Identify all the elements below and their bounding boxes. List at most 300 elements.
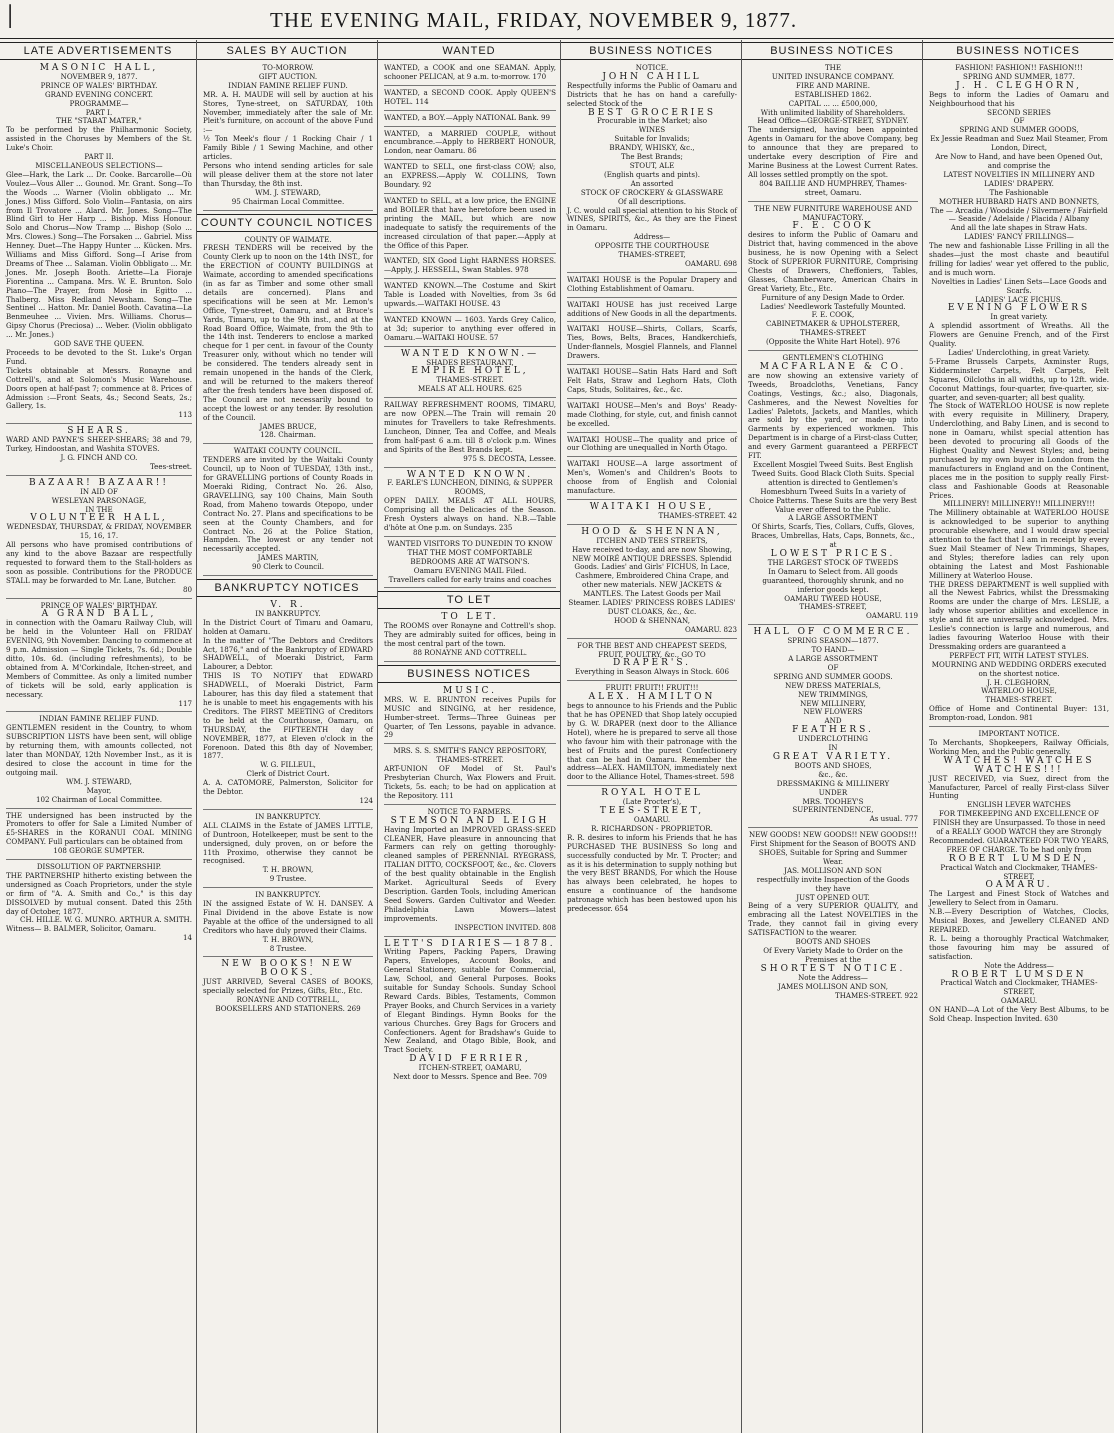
ad-line: A LARGE ASSORTMENT [788,654,878,663]
ad-line: Procurable in the Market; also [596,116,708,126]
ad-body: Have received to-day, and are now Showing, NEW MOIRÉ ANTIQUE DRESSES. Splendid Goods. Ladies' and Girls' FICHUS, In Lace, Cashmere, Embroidered China Crape, and other new materials. NEW JACKETS & MANTLES. The Latest Goods per Mail Steamer. LADIES' PRINCESS ROBES LADIES' DUST CLOAKS, &c., &c. [568,544,736,616]
ad-bazaar [6,479,192,599]
ad-line: OAMARU. [1000,996,1038,1006]
ad-line: 8 Trustee. [269,943,307,953]
ad-line: NEW TRIMMINGS, [798,689,868,699]
ad-line: IN THE [85,504,113,514]
ad-body: The undersigned, having been appointed Agents in Oamaru for the above Company, beg to announce that they are prepared to undertake every description of Fire and Marine Business at the Lowest Current Rates. All losses settled promptly on the spot. [748,125,918,179]
ad-line: J. H. CLEGHORN, [987,677,1051,687]
ad-body: 5-Frame Brussels Carpets, Axminster Rugs, Kidderminster Carpets, Felt Carpets, Felt Squares, Oilcloths in all widths, up to 12ft. wide. Coconut Mattings, four-quarter, five-quarter, six-quarter, and seven-quarter; all best quality. [929,356,1109,402]
ad-railway-rooms [384,401,556,467]
ad-macfarlane-clothing [748,354,918,625]
ad-line: STOCK OF CROCKERY & GLASSWARE [580,187,724,197]
ad-wanted-known-calico: WANTED KNOWN — 1603. Yards Grey Calico, at 3d; superior to anything ever offered in Oamaru.—WAITAKI HOUSE. 57 [384,316,556,347]
ad-number: 113 [178,410,192,420]
ad-wanted-boy: WANTED, a BOY.—Apply NATIONAL Bank. 99 [384,114,556,127]
ad-body: ON HAND—A Lot of the Very Best Albums, to be Sold Cheap. Inspection Invited. 630 [929,1005,1109,1024]
ad-line: IN AID OF [80,486,118,496]
ad-line: The Fashionable [989,187,1049,197]
section-heading-business-3: BUSINESS NOTICES [742,42,922,60]
ad-hood-shennan [567,528,737,639]
ad-line: 102 Chairman of Local Committee. [35,794,163,804]
section-heading-bankruptcy: BANKRUPTCY NOTICES [197,579,377,597]
ad-wanted-known-costume: WANTED KNOWN.—The Costume and Skirt Table is Loaded with Novelties, from 3s 6d upwards.—WAITAKI HOUSE. 43 [384,282,556,313]
ad-heading: JOHN CAHILL [602,71,702,82]
ad-body: The ROOMS over Ronayne and Cottrell's shop. They are admirably suited for offices, being in the most central part of the town. [384,621,556,649]
ad-line: JAMES MOLLISON AND SON, [778,981,888,991]
ad-line: The [930,205,944,215]
ad-line: OF [1013,116,1025,126]
ad-heading: NEW GOODS! NEW GOODS!! NEW GOODS!!! [749,830,917,840]
ad-line: (Late Procter's), [622,797,682,807]
ad-body: JUST ARRIVED, Several CASES of BOOKS, specially selected for Prizes, Gifts, Etc., Etc. [203,977,373,996]
ad-line: STOUT, ALE [629,160,675,170]
ad-body: in connection with the Oamaru Railway Club, will be held in the Volunteer Hall on FRIDAY EVENING, 9th November. Dancing to commence at 9 p.m. Admission — Single Tickets, 7s. 6d.; Double ditto, 10s. 6d. (including refreshments), to be obtained from A. M'Corkindale, Itchen-street, and Members of Committee. As only a limited number of tickets will be sold, early application is necessary. [6,618,192,699]
ad-heading: WANTED KNOWN. [406,469,534,480]
ad-body: THE DRESS DEPARTMENT is well supplied with all the Newest Fabrics, whilst the Dressmaking Rooms are under the charge of Mrs. LESLIE, a lady whose superior abilities and excellence in style and fit are universally acknowledged. Mrs. Leslie's connection is large and numerous, and ladies favouring Waterloo House with their Dressmaking orders are guaranteed a [929,579,1109,651]
ad-john-cahill [567,64,737,273]
ad-line: THAMES-STREET, [618,250,686,260]
ad-line: EMPIRE HOTEL, [411,366,529,377]
ad-line: THE LARGEST STOCK OF TWEEDS [767,557,899,567]
ad-body: desires to inform the Public of Oamaru and District that, having commenced in the above business, he is now Opening with a Select Stock of SUPERIOR FURNITURE, Comprising Chests of Drawers, Cheffoniers, Tables, Glasses, Chamberware, American Chairs in Great Variety, Etc., Etc. [748,230,918,293]
ad-heading: UNITED INSURANCE COMPANY. [771,71,895,81]
ad-heading: HOOD & SHENNAN, [581,526,723,537]
ad-body: FOR TIMEKEEPING AND EXCELLENCE OF FINISH they are Unsurpassed. To those in need of a REALLY GOOD WATCH they are Strongly Recommended. GUARANTEED FOR TWO YEARS, FREE OF CHARGE. To be had only from [929,809,1109,854]
ad-line: OAMARU. 119 [865,611,918,621]
ad-line: NEW DRESS MATERIALS, [785,680,881,690]
column-3 [378,40,561,1433]
ad-line: As usual. 777 [869,814,918,824]
ad-line: LADIES' FANCY FRILLINGS— [964,232,1074,242]
ad-line: WM. J. STEWARD, [255,187,321,197]
ad-heading: MASONIC HALL, [39,63,159,73]
ad-line: (Opposite the White Hart Hotel). 976 [766,337,900,347]
ad-waitaki-house-3: WAITAKI HOUSE—Shirts, Collars, Scarfs, Ties, Bows, Belts, Braces, Handkerchiefs, Under-flannels, Mosgiel Flannels, and Flannel Drawers. [567,325,737,365]
ad-line: JAS. MOLLISON AND SON [784,865,882,875]
ad-line: PRINCE OF WALES' BIRTHDAY. [40,600,158,610]
ad-line: Note the Address— [984,960,1054,970]
ad-line: CAPITAL ... ... £500,000, [788,98,878,108]
ad-heading: IN BANKRUPTCY. [255,811,321,821]
ad-line: INSPECTION INVITED. 808 [454,922,556,932]
ad-heading: IN BANKRUPTCY. [255,608,321,618]
ad-line: Are Now to Hand, and have been Opened Out, and comprise the [935,152,1103,170]
ad-body: Tickets obtainable at Messrs. Ronayne and Cottrell's, and at Solomon's Music Warehouse. Doors open at half-past 7; commence at 8. Prices of Admission :—Front Seats, 4s.; Second Seats, 2s.; Gallery, 1s. [6,365,192,411]
ad-line: Arcadia / Woodside / Silvermere / Fairfield [955,205,1108,215]
ad-body: RAILWAY REFRESHMENT ROOMS, TIMARU, are now OPEN.—The Train will remain 20 minutes for Travellers to take Refreshments. Luncheon, Dinner, Tea and Coffee, and Meals from half-past 6 a.m. till 8 o'clock p.m. Wines and Spirits of the Best Brands kept. [384,400,556,454]
ad-line: WEDNESDAY, THURSDAY, & FRIDAY, NOVEMBER 15, 16, 17. [6,522,192,541]
ad-number: 124 [359,795,373,805]
ad-body: In the District Court of Timaru and Oamaru, holden at Oamaru. [203,617,373,636]
ad-line: And all the late shapes in Straw Hats. [950,223,1088,233]
ad-line: TO HAND— [811,645,855,655]
ad-line: OAMARU TWEED HOUSE, [784,593,882,603]
ad-wanted-horses: WANTED, SIX Good Light HARNESS HORSES.—Apply, J. HESSELL, Swan Stables. 978 [384,257,556,279]
ad-line: respectfully invite Inspection of the Goods they have [756,874,910,893]
ad-line: 128. Chairman. [260,430,316,440]
ad-line: Of Shirts, Scarfs, Ties, Collars, Cuffs, Gloves, Braces, Umbrellas, Hats, Caps, Bonnets, &c., at [751,522,915,550]
ad-line: CABINETMAKER & UPHOLSTERER, [765,319,901,329]
ad-heading: STEMSON AND LEIGH [390,815,550,826]
ad-famine-fund [6,715,192,808]
ad-ball [6,602,192,713]
ad-line: ITCHEN-STREET, OAMARU, [418,1063,522,1073]
ad-line: J. G. FINCH AND CO. [60,452,138,462]
ad-line: NOTICE. [635,63,669,72]
ad-gift-auction [203,64,373,211]
page-edge-mark: │ [4,4,17,28]
section-heading-late: LATE ADVERTISEMENTS [0,42,196,60]
ad-line: Suitable for Invalids; [614,134,690,144]
ad-visitors-dunedin [384,540,556,589]
ad-line: SUPERINTENDENCE, [792,805,874,815]
ad-line: ENGLISH LEVER WATCHES [967,800,1071,810]
ad-heading: HALL OF COMMERCE. [753,627,913,638]
ad-body: All persons who have promised contributions of any kind to the above Bazaar are respectfully requested to forward them to the Stall-holders as soon as possible. Contributions for the PRODUCE STALL may be forwarded to Mr. Lane, Butcher. [6,540,192,585]
ad-line: T. H. BROWN, [262,865,314,875]
ad-shades-restaurant [384,350,556,399]
column-1 [0,40,197,1433]
ad-line: THE "STABAT MATER," [56,116,142,126]
ad-line: Head Office—GEORGE-STREET, SYDNEY. [757,116,909,126]
ad-heading: ROYAL HOTEL [601,788,703,799]
ad-line: THAMES-STREET. 922 [834,990,918,1000]
column-2 [197,40,378,1433]
ad-body: Persons who intend sending articles for sale will please deliver them at the store not later than Thursday, the 8th inst. [203,160,373,188]
ad-waitaki-house-sig [567,503,737,525]
masthead [0,0,1114,39]
ad-smith-repository [384,747,556,804]
ad-line: FRUIT! FRUIT!! FRUIT!!! [605,683,699,693]
ad-body: IN the assigned Estate of W. H. DANSEY. A Final Dividend in the above Estate is now Payable at the office of the undersigned to all Creditors who have duly proved their Claims. [203,899,373,935]
ad-line: &c., &c. [818,769,848,779]
ad-line: FIRE AND MARINE. [796,80,870,90]
ad-heading: MACFARLANE & CO. [759,362,907,372]
ad-waitaki-council [203,447,373,576]
ad-body: begs to announce to his Friends and the Public that he has OPENED that Shop lately occupied by G. W. DRAPER (next door to the Alliance Hotel), where he is prepared to serve all those who favour him with their patronage with the best of Fruits and the purest Confectionery that can be had in Oamaru. Remember the address—ALEX. HAMILTON, immediately next door to the Alliance Hotel, Thames-street. 598 [567,701,737,782]
ad-line: Everything in Season Always in Stock. 606 [575,667,729,677]
ad-line: IMPORTANT NOTICE. [978,729,1060,739]
ad-line: ROBERT LUMSDEN, [948,853,1090,864]
ad-waitaki-house-7: WAITAKI HOUSE—A large assortment of Men's, Women's and Children's Boots to choose from of English and Colonial manufacture. [567,460,737,500]
ad-body: MRS. W. E. BRUNTON receives Pupils for MUSIC and SINGING, at her residence, Humber-street. Terms—Three Guineas per Quarter, of Ten Lessons, payable in advance. 29 [384,694,556,740]
ad-body: A splendid assortment of Wreaths. All the Flowers are Genuine French, and of the First Quality. [929,321,1109,349]
ad-body: The Stock of WATERLOO HOUSE is now replete with every requisite in Millinery, Drapery, Underclothing, and Baby Linen, and is second to none in Oamaru, whilst special attention has been devoted to procuring all Goods of the Highest Quality and Newest Styles; and, being purchased by my own buyer in London from the manufacturers in England and on the Continent, places me in the position to supply really First-class and Fashionable Goods at Reasonable Prices. [929,401,1109,500]
ad-line: PART II. [84,152,114,162]
ad-line: Travellers called for early trains and coaches [388,574,552,584]
ad-body: Excellent Mosgiel Tweed Suits. Best English Tweed Suits. Good Black Cloth Suits. Special attention is directed to Gentlemen's Homesbhurn Tweed Suits In a variety of Choice Patterns. These Suits are the very Best Value ever offered to the Public. [749,459,917,514]
ad-body: To Merchants, Shopkeepers, Railway Officials, Working Men, and the Public generally. [929,737,1109,756]
ad-number: 117 [178,698,192,708]
ad-koranui-shares [6,812,192,861]
ad-line: GENTLEMEN'S CLOTHING [782,353,884,363]
ad-line: GRAND EVENING CONCERT. [44,89,154,99]
ad-hall-of-commerce [748,628,918,828]
ad-body: MR. A. H. MAUDE will sell by auction at his Stores, Tyne-street, on SATURDAY, 10th November, immediately after the sale of Mr. Pleit's furniture, on account of the above Fund :— [203,89,373,135]
section-heading-business-2: BUSINESS NOTICES [561,42,741,60]
ad-body: OPEN DAILY. MEALS AT ALL HOURS, Comprising all the Delicacies of the Season. Fresh Oysters always on hand. N.B.—Table d'hôte at One p.m. on Sundays. 235 [384,496,556,532]
ad-earle-rooms [384,471,556,537]
ad-body: ALL CLAIMS in the Estate of JAMES LITTLE, of Duntroon, Hotelkeeper, must be sent to the undersigned, duly proven, on or before the 11th Proximo, otherwise they cannot be recognised. [203,820,373,866]
ad-line: EVENING FLOWERS [947,303,1091,314]
ad-line: Of Every Variety Made to Order on the Premises at the [763,946,903,964]
ad-line: SHORTEST NOTICE. [760,963,906,974]
ad-wanted-cook: WANTED, a COOK and one SEAMAN. Apply, schooner PELICAN, at 9 a.m. to-morrow. 170 [384,64,556,86]
ad-body: The new and fashionable Lisse Frilling in all the shades—just the most chaste and beautiful frilling for ladies' wear yet offered to the public, and is much worn. [929,241,1109,277]
ad-united-insurance [748,64,918,202]
ad-masonic-concert [6,64,192,424]
ad-line: SPRING AND SUMMER GOODS, [959,125,1079,135]
ad-body: THIS IS TO NOTIFY that EDWARD SHADWELL, of Moeraki District, Farm Labourer, has this day filed a statement that he is unable to meet his engagements with his Creditors. The FIRST MEETING of Creditors to be held at the Courthouse, Oamaru, on THURSDAY, the FIFTEENTH day of NOVEMBER, 1877, at Eleven o'clock in the Forenoon. Dated this 8th day of November, 1877. [203,671,373,761]
ad-heading: ALEX. HAMILTON [588,692,716,703]
ad-mollison-boots [748,831,918,1003]
ad-line: Ladies' Underclothing, in great Variety. [948,348,1090,357]
ad-dissolution [6,863,192,946]
section-heading-business: BUSINESS NOTICES [378,665,560,683]
ad-heading: NEW BOOKS! NEW BOOKS. [221,959,355,979]
ad-body: J. C. would call special attention to his Stock of WINES, SPIRITS, &c., As they are the Finest in Oamaru. [567,205,737,233]
ad-line: 88 RONAYNE AND COTTRELL. [412,648,528,658]
ad-line: 804 BAILLIE AND HUMPHREY, Thames-street, Oamaru. [759,178,907,197]
ad-heading: WANTED KNOWN.— [400,348,540,359]
ad-furniture-warehouse [748,205,918,352]
ad-line: OAMARU. 823 [684,624,737,634]
ad-body: Proceeds to be devoted to the St. Luke's Organ Fund. [6,348,192,366]
ad-body: The Millinery obtainable at WATERLOO HOUSE is acknowledged to be superior to anything procurable elsewhere, and I would draw special attention to the fact that I am in receipt by every Suez Mail Steamer of New Trimmings, Shapes, and Styles; therefore ladies can rely upon obtaining the Latest and Most Fashionable Millinery at Waterloo House. [929,508,1109,580]
section-heading-tolet: TO LET [378,591,560,609]
ad-heading: MRS. S. S. SMITH'S FANCY REPOSITORY, THAMES-STREET. [393,746,547,765]
ad-line: F. E. COOK, [811,310,855,320]
ad-body: Having Imported an IMPROVED GRASS-SEED CLEANER, Have pleasure in announcing that Farmers can rely on getting thoroughly-cleaned samples of PERENNIAL RYEGRASS, ITALIAN DITTO, COCKSFOOT, &c., &c. Clovers of the best quality obtainable in the English Market. Agricultural Seeds of Every Description. Garden Tools, including American Seed Sowers. Garden Cultivator and Weeder. Philadelphia Lawn Mowers—latest improvements. [384,824,556,923]
column-5 [742,40,923,1433]
ad-line: RONAYNE AND COTTRELL, [236,995,340,1005]
ad-body: R. R. desires to inform his Friends that he has PURCHASED THE BUSINESS So long and successfully conducted by Mr. T. Procter; and as it is his determination to supply nothing but the very BEST BRANDS, For which the House has always been celebrated, he hopes to ensure a continuance of the handsome patronage which has been bestowed upon his predecessor. 654 [567,832,737,914]
section-heading-council: COUNTY COUNCIL NOTICES [197,214,377,232]
ad-heading: INDIAN FAMINE RELIEF FUND. [39,714,159,724]
ad-royal-hotel [567,789,737,917]
ad-line: PERFECT FIT, WITH LATEST STYLES. [949,650,1089,660]
ad-line: W. G. FILLEUL, [260,760,316,770]
ad-waitaki-house-1: WAITAKI HOUSE is the Popular Drapery and Clothing Establishment of Oamaru. [567,276,737,298]
ad-line: THAMES-STREET. 42 [658,510,737,520]
ad-line: With unlimited liability of Shareholders. [760,107,906,117]
ad-stemson-leigh [384,808,556,937]
ad-heading: DISSOLUTION OF PARTNERSHIP. [36,862,162,872]
ad-line: Novelties in Ladies' Linen Sets—Lace Goods and Scarfs. [931,276,1107,295]
ad-line: WESLEYAN PARSONAGE, [51,495,147,505]
ad-line: JUST OPENED OUT. [796,892,870,902]
ad-line: UNDER [818,787,848,797]
ad-line: Furniture of any Design Made to Order. [761,292,905,302]
ad-line: 108 GEORGE SUMPTER. [53,846,145,856]
ad-line: BOOTS AND SHOES [795,937,871,947]
ad-line: TO-MORROW. [262,63,314,72]
ad-heading: LETT'S DIARIES—1878. [384,938,556,949]
ad-line: SHADES RESTAURANT, [426,357,514,367]
ad-line: MILLINERY! MILLINERY!! MILLINERY!!! [942,499,1096,509]
ad-line: Ex Jessie Readman and Suez Mail Steamer, From London, Direct, [930,134,1108,153]
ad-line: THAMES-STREET. [985,695,1053,705]
ad-line: LATEST NOVELTIES IN MILLINERY AND LADIES' DRAPERY. [943,169,1095,188]
ad-line: SPRING SEASON—1877. [787,636,879,646]
ad-line: BEST GROCERIES [587,107,717,118]
ad-heading: COUNTY OF WAIMATE. [244,234,332,244]
ad-line: Address— [633,232,671,242]
ad-line: Practical Watch and Clockmaker, THAMES-STREET, [940,978,1098,997]
ad-shears [6,427,192,476]
ad-line: IN [828,743,838,753]
ad-line: UNDERCLOTHING [798,734,868,744]
ad-line: 9 Trustee. [269,874,307,884]
ad-body: THE PARTNERSHIP hitherto existing between the undersigned as Coach Proprietors, under the style or firm of "A. A. Smith and Co.," is this day DISSOLVED by mutual consent. Dated this 25th day of October, 1877. [6,870,192,916]
ad-line: F. EARLE'S LUNCHEON, DINING, & SUPPER ROOMS, [387,478,553,497]
ad-body: N.B.—Every Description of Watches, Clocks, Musical Boxes, and Jewellery CLEANED AND REPAIRED. [929,907,1109,934]
ad-line: WATERLOO HOUSE, [981,686,1057,696]
ad-heading: SHEARS. [67,426,131,437]
ad-line: NOTICE TO FARMERS. [427,806,513,816]
ad-line: Tees-street. [150,461,192,471]
ad-line: NEW MILLINERY, [800,698,866,708]
ad-line: An assorted [630,178,674,188]
ad-line: FASHION! FASHION!! FASHION!!! [955,63,1083,72]
ad-heading: MUSIC. [443,685,497,696]
ad-line: DAVID FERRIER, [409,1054,531,1065]
ad-lumsden-watches [929,730,1109,1027]
ad-line: R. RICHARDSON - PROPRIETOR. [591,823,713,833]
ad-line: ROBERT LUMSDEN [951,969,1087,980]
ad-line: CH. HILLE. W. G. MUNRO. ARTHUR A. SMITH. [20,915,192,925]
ad-line: (English quarts and pints). [603,169,701,179]
ad-line: INDIAN FAMINE RELIEF FUND. [228,80,348,90]
ad-line: MOTHER HUBBARD HATS AND BONNETS, [938,196,1100,206]
ad-body: ½ Ton Meek's flour / 1 Rocking Chair / 1 Family Bible / 1 Sewing Machine, and other articles. [203,134,373,162]
ad-line: MRS. TOOHEY'S [802,796,864,806]
ad-body: ART-UNION OF Model of St. Paul's Presbyterian Church, Wax Flowers and Fruit. Tickets, 5s. each; to be had on application at the Repository. 111 [384,764,556,800]
ad-letts-diaries [384,940,556,1086]
ad-body: WARD AND PAYNE'S SHEEP-SHEARS; 38 and 79, Turkey, Hindoostan, and Washita STOVES. [6,435,192,454]
ad-line: Note the Address— [798,972,868,982]
ad-line: Of all descriptions. [617,196,687,206]
ad-line: PROGRAMME— [69,98,129,108]
ad-to-let [384,613,556,662]
ad-heading: A GRAND BALL, [41,609,157,620]
ad-heading: WANTED VISITORS TO DUNEDIN TO KNOW THAT THE MOST COMFORTABLE BEDROOMS ARE AT WATSON'S. [387,538,553,566]
ad-line: F. E. COOK [792,221,874,232]
ad-line: In Oamaru to Select from. All goods guaranteed, thoroughly shrunk, and no inferior goods kept. [762,566,904,594]
ad-bankruptcy-shadwell [203,601,373,810]
ad-line: OAMARU. 698 [684,258,737,268]
ad-line: WM. J. STEWARD, [66,776,132,786]
columns [0,40,1114,1433]
ad-line: BOOTS AND SHOES, [794,760,872,770]
ad-line: AND [824,716,842,726]
ad-line: HOOD & SHENNAN, [613,615,691,625]
column-6 [923,40,1113,1433]
ad-line: PRINCE OF WALES' BIRTHDAY. [40,80,158,90]
ad-body: In the matter of "The Debtors and Creditors Act, 1876," and of the Bankruptcy of EDWARD SHADWELL, of Moeraki District, Farm Labourer, a Debtor. [203,635,373,672]
ad-body: First Shipment for the Season of BOOTS AND SHOES, Suitable for Spring and Summer Wear. [750,839,916,866]
ad-line: MOURNING AND WEDDING ORDERS executed on the shortest notice. [931,659,1107,678]
ad-body: JUST RECEIVED, via Suez, direct from the Manufacturer, Parcel of really First-class Silver Hunting [929,773,1109,801]
ad-line: PART I. [85,107,113,117]
ad-heading: WATCHES! WATCHES WATCHES!!! [943,755,1095,775]
ad-line: MISCELLANEOUS SELECTIONS— [35,160,163,170]
ad-line: Mayor, [86,785,112,795]
ad-line: ITCHEN AND TEES STREETS, [596,535,708,545]
ad-heading: BAZAAR! BAZAAR!! [29,477,169,488]
ad-body: Begs to inform the Ladies of Oamaru and Neighbourhood that his [929,89,1109,108]
ad-line: Ladies' Needlework Tastefully Mounted. [760,301,906,311]
ad-body: Respectfully informs the Public of Oamaru and Districts that he has on hand a carefully-selected Stock of the [567,80,737,108]
ad-line: OF [827,662,839,672]
ad-line: NOVEMBER 9, 1877. [60,71,138,81]
ad-line: A. A. CATOMORE, Palmerston, Solicitor for the Debtor. [203,778,373,797]
ad-line: V. R. [270,600,306,611]
ad-line: LOWEST PRICES. [770,549,896,560]
ad-line: JAMES BRUCE, [259,421,317,431]
ad-music-brunton [384,687,556,744]
ad-wanted-cow: WANTED to SELL, one first-class COW; also, an EXPRESS.—Apply W. COLLINS, Town Boundary. 92 [384,163,556,194]
ad-heading: WAITAKI COUNTY COUNCIL. [233,446,343,456]
ad-line: THE [824,63,842,72]
ad-waitaki-house-6: WAITAKI HOUSE—The quality and price of our Clothing are unequalled in North Otago. [567,436,737,458]
ad-line: GREAT VARIETY. [772,751,894,762]
ad-body: Office of Home and Continental Buyer: 131, Brompton-road, London. 981 [929,704,1109,723]
ad-line: SPRING AND SUMMER, 1877. [963,71,1075,81]
ad-line: A LARGE ASSORTMENT [788,513,878,523]
ad-line: The Best Brands; [621,152,683,162]
ad-line: Witness— B. BALMER, Solicitor, Oamaru. [6,924,157,934]
ad-line: 95 Chairman Local Committee. [231,196,345,206]
ad-heading: J. H. CLEGHORN, [956,80,1082,91]
ad-line: THAMES-STREET. [436,375,504,385]
ad-line: TEES-STREET, [599,806,705,817]
ad-wanted-engine: WANTED to SELL, at a low price, the ENGINE and BOILER that have heretofore been used in printing the MAIL, but which are now inadequate to satisfy the requirements of the increased circulation of that paper.—Apply at the Office of this Paper. [384,197,556,254]
ad-waitaki-house-2: WAITAKI HOUSE has just received Large additions of New Goods in all the departments. [567,301,737,323]
ad-new-books [203,960,373,1016]
ad-waimate-tenders [203,236,373,445]
ad-body: THE undersigned has been instructed by the Promoters to offer for Sale a Limited Number of £5-SHARES in the KORANUI COAL MINING COMPANY. Full particulars can be obtained from [6,810,192,847]
ad-body: Glee—Hark, the Lark ... Dr. Cooke. Barcarolle—Où Voulez—Vous Aller ... Gounod. Mr. Grant. Song—To the Woods ... Warner (Violin obbligato ... Mr. Jones.) Miss Gifford. Solo Violin—Fantasia, on airs from Il Trovatore ... Alard. Mr. Jones. Song—The Blind Girl to Her Harp ... Bishop. Miss Honour. Solo and Chorus—Now Tramp ... Bishop (Solo ... Mrs. Clowes.) Song—The Forsaken ... Gabriel. Miss Henney. Duet—The Happy Hunter ... Kücken. Mrs. Williams and Miss Gifford. Song—I Arise from Dreams of Thee ... Salaman. Violin Obbligato ... Mr. Jones. Mr. Joseph Booth. Ariette—La Fioraje Fiorentina ... Campana. Mrs. W. E. Brunton. Solo Piano—The Prayer, from Mosè in Egitto ... Thalberg. Miss Redland Newsham. Song—The Sentinel ... Hatton. Mr. Daniel Booth. Cavatina—La Benmeuhee ... Vivien. Mrs. Williams. Chorus—Gipsy Chorus (Preciosa) ... Weber. (Violin obbligato ... Mr. Jones.) [6,169,192,340]
ad-body: Writing Papers, Packing Papers, Drawing Papers, Envelopes, Account Books, and General Stationery, suitable for Commercial, Law, School, and General Purposes. Books suitable for Sunday Schools. Sunday School Reward Cards. Bibles, Testaments, Common Prayer Books, and Church Services in a variety of Elegant Bindings. Hymn Books for the various Churches. Grey Bags for Grocers and Confectioners. Agent for Bradshaw's Guide to New Zealand, and Otago Bible, Book, and Tract Society. [384,947,556,1055]
ad-body: GENTLEMEN resident in the Country, to whom SUBSCRIPTION LISTS have been sent, will oblige by returning them, with amounts collected, not later than MONDAY, 12th November Inst., as it is desired to close the account in time for the outgoing mail. [6,723,192,777]
ad-line: WINES [638,125,666,135]
ad-body: Being of a very SUPERIOR QUALITY, and embracing all the Latest NOVELTIES in the Trade, they cannot fail in giving every SATISFACTION to the wearer. [748,901,918,938]
ad-body: FOR THE BEST AND CHEAPEST SEEDS, FRUIT, POULTRY, &c., GO TO [577,640,727,659]
ad-line: THAMES-STREET [799,328,867,338]
ad-heading: TO LET. [441,612,499,623]
ad-line: Oamaru EVENING MAIL Filed. [413,565,527,575]
ad-hamilton-fruit [567,684,737,786]
ad-line: DRESSMAKING & MILLINERY [776,778,890,788]
ad-line: NEW FLOWERS [803,707,863,717]
ad-drapers [567,642,737,682]
ad-line: Clerk of District Court. [246,769,330,779]
ad-line: THAMES-STREET, [799,602,867,612]
ad-line: T. H. BROWN, [262,934,314,944]
ad-line: OAMARU. [633,814,671,824]
ad-line: BRANDY, WHISKY, &c., [609,143,695,153]
ad-line: 975 S. DECOSTA, Lessee. [463,453,556,463]
ad-line: GIFT AUCTION. [258,71,318,81]
ad-line: In great variety. [990,312,1048,322]
ad-line: Practical Watch and Clockmaker, THAMES-STREET, [940,862,1098,881]
ad-line: BOOKSELLERS AND STATIONERS. 269 [215,1004,361,1013]
ad-cleghorn-waterloo: FASHION! FASHION!! FASHION!!! SPRING AND SUMMER, 1877. J. H. CLEGHORN, Begs to inform the Ladies of Oamaru and Neighbourhood that his SECOND SERIES OF SPRING AND SUMMER GOODS, Ex Jessie Readman and Suez Mail Steamer, From London, Direct, Are Now to Hand, and have been Opened Out, and comprise the LATEST NOVELTIES IN MILLINERY AND LADIES' DRAPERY. The Fashionable MOTHER HUBBARD HATS AND BONNETS, The — Arcadia / Woodside / Silvermere / Fairfield — Seaside / Adelaide / Placida / Albany And all the late shapes in Straw Hats. LADIES' FANCY FRILLINGS— The new and fashionable Lisse Frilling in all the shades—just the most chaste and beautiful frilling for ladies' wear yet offered to the public, and is much worn. Novelties in Ladies' Linen Sets—Lace Goods and Scarfs. LADIES' LACE FICHUS. EVENING FLOWERS In great variety. A splendid assortment of Wreaths. All the Flowers are Genuine French, and of the First Quality. Ladies' Underclothing, in great Variety. 5-Frame Brussels Carpets, Axminster Rugs, Kidderminster Carpets, Felt Carpets, Felt Squares, Oilcloths in all widths, up to 12ft. wide. Coconut Mattings, four-quarter, five-quarter, six-quarter, and seven-quarter; all best quality. The Stock of WATERLOO HOUSE is now replete with every requisite in Millinery, Drapery, Underclothing, and Baby Linen, and is second to none in Oamaru, whilst special attention has been devoted to procuring all Goods of the Highest Quality and Newest Styles; and, being purchased by my own buyer in London from the manufacturers in England and on the Continent, places me in the position to supply really First-class and Fashionable Goods at Reasonable Prices. MILLINERY! MILLINERY!! MILLINERY!!! The Millinery obtainable at WATERLOO HOUSE is acknowledged to be superior to anything procurable elsewhere, and I would draw special attention to the fact that I am in receipt by every Suez Mail Steamer of New Trimmings, Shapes, and Styles; therefore ladies can rely upon obtaining the Latest and Most Fashionable Millinery at Waterloo House. THE DRESS DEPARTMENT is well supplied with all the Newest Fabrics, whilst the Dressmaking Rooms are under the charge of Mrs. LESLIE, a lady whose superior abilities and excellence in style and fit are universally acknowledged. Mrs. Leslie's connection is large and numerous, and ladies favouring Waterloo House with their Dressmaking orders are guaranteed a PERFECT FIT, WITH LATEST STYLES. MOURNING AND WEDDING ORDERS executed on the shortest notice. J. H. CLEGHORN, WATERLOO HOUSE, THAMES-STREET. Office of Home and Continental Buyer: 131, Brompton-road, London. 981 [929,64,1109,727]
section-heading-business-4: BUSINESS NOTICES [923,42,1113,60]
ad-line: OPPOSITE THE COURTHOUSE [594,241,710,251]
